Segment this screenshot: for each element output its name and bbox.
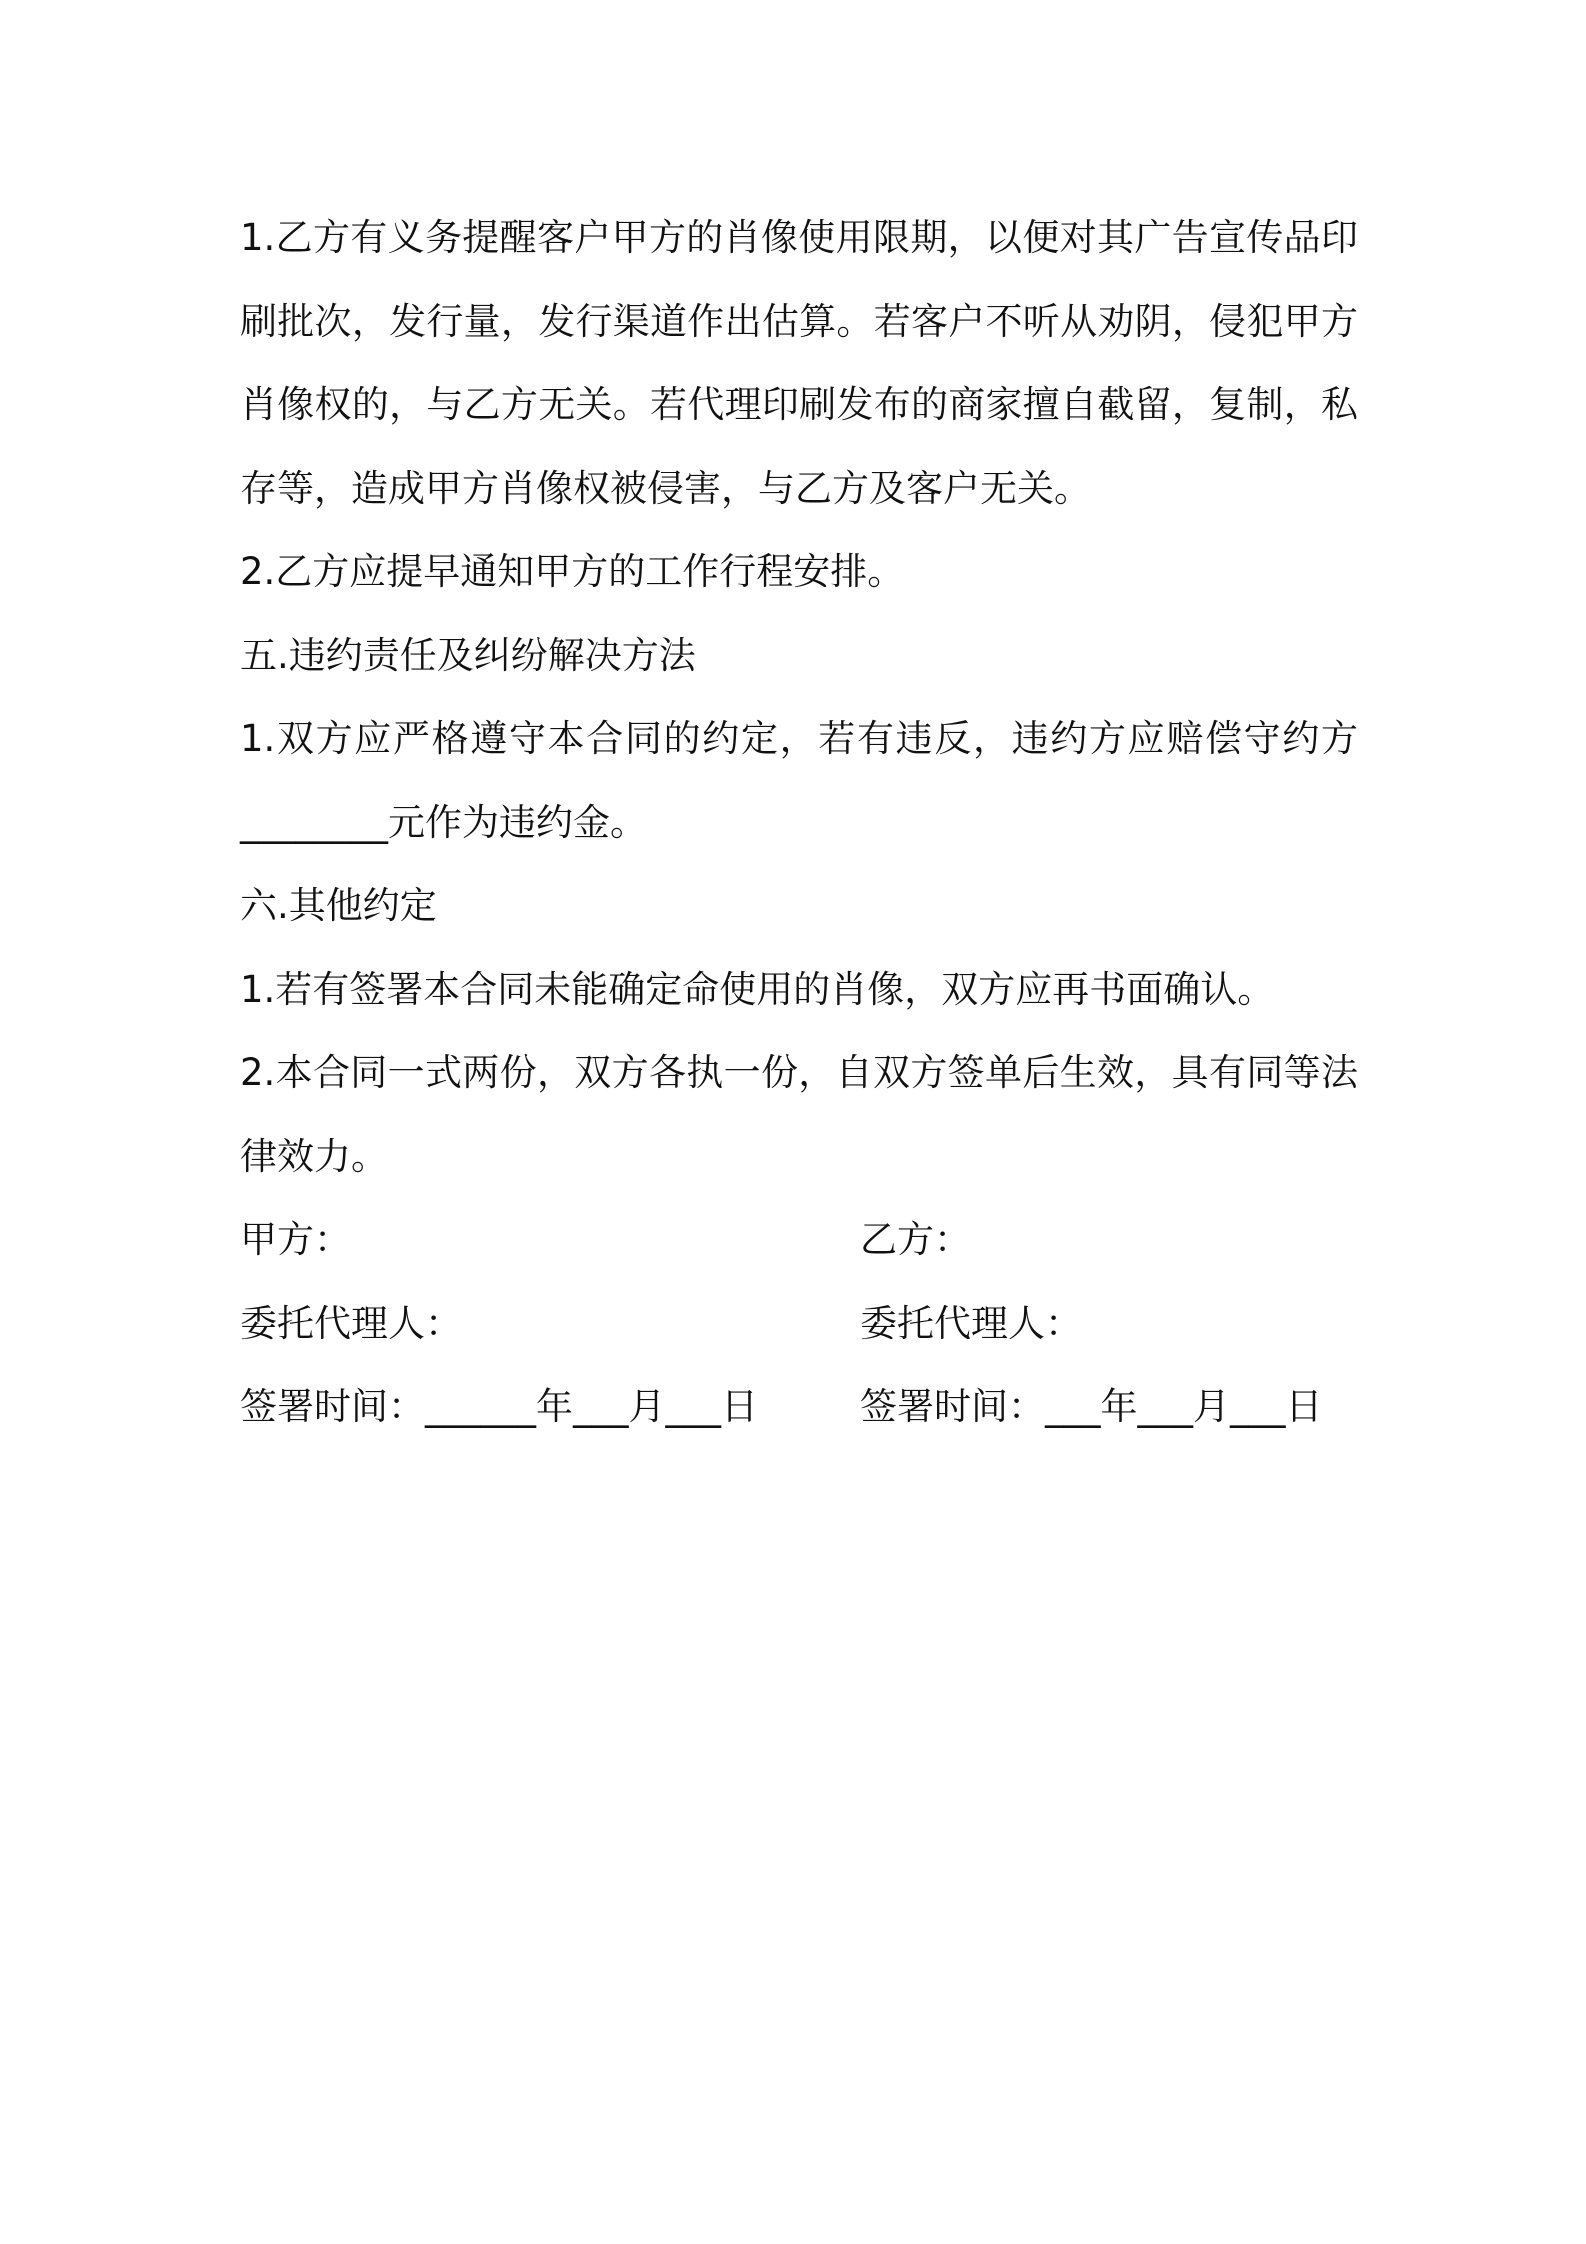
paragraph-line: 2.本合同一式两份，双方各执一份，自双方签单后生效，具有同等法 xyxy=(240,1051,1358,1094)
document-body xyxy=(240,196,1358,1449)
agent-row xyxy=(240,1282,1358,1366)
section5-item1-paragraph xyxy=(240,697,1358,864)
party-row xyxy=(240,1198,1358,1282)
paragraph-line: 1.双方应严格遵守本合同的约定，若有违反，违约方应赔偿守约方 xyxy=(240,717,1358,760)
paragraph-line: ________元作为违约金。 xyxy=(240,800,647,844)
section6-item2-paragraph xyxy=(240,1031,1358,1198)
paragraph-line: 肖像权的，与乙方无关。若代理印刷发布的商家擅自截留，复制，私 xyxy=(240,383,1358,426)
party-a-label: 甲方： xyxy=(240,1218,351,1261)
party-b-label: 乙方： xyxy=(860,1218,971,1261)
date-b: 签署时间：___年___月___日 xyxy=(860,1385,1323,1428)
section6-item1: 1.若有签署本合同未能确定命使用的肖像，双方应再书面确认。 xyxy=(240,967,1275,1011)
paragraph-line: 存等，造成甲方肖像权被侵害，与乙方及客户无关。 xyxy=(240,466,1091,510)
section5-heading: 五.违约责任及纠纷解决方法 xyxy=(240,633,696,677)
paragraph-line: 律效力。 xyxy=(240,1134,388,1178)
agent-b-label: 委托代理人： xyxy=(860,1301,1082,1345)
paragraph-line: 刷批次，发行量，发行渠道作出估算。若客户不听从劝阴，侵犯甲方 xyxy=(240,299,1358,343)
agent-a-label: 委托代理人： xyxy=(240,1301,462,1345)
section6-heading: 六.其他约定 xyxy=(240,884,437,927)
paragraph-line: 1.乙方有义务提醒客户甲方的肖像使用限期，以便对其广告宣传品印 xyxy=(240,216,1358,259)
section4-item1-paragraph xyxy=(240,196,1358,530)
section4-item2: 2.乙方应提早通知甲方的工作行程安排。 xyxy=(240,550,905,593)
date-a: 签署时间：______年___月___日 xyxy=(240,1385,758,1428)
date-row xyxy=(240,1365,1358,1449)
